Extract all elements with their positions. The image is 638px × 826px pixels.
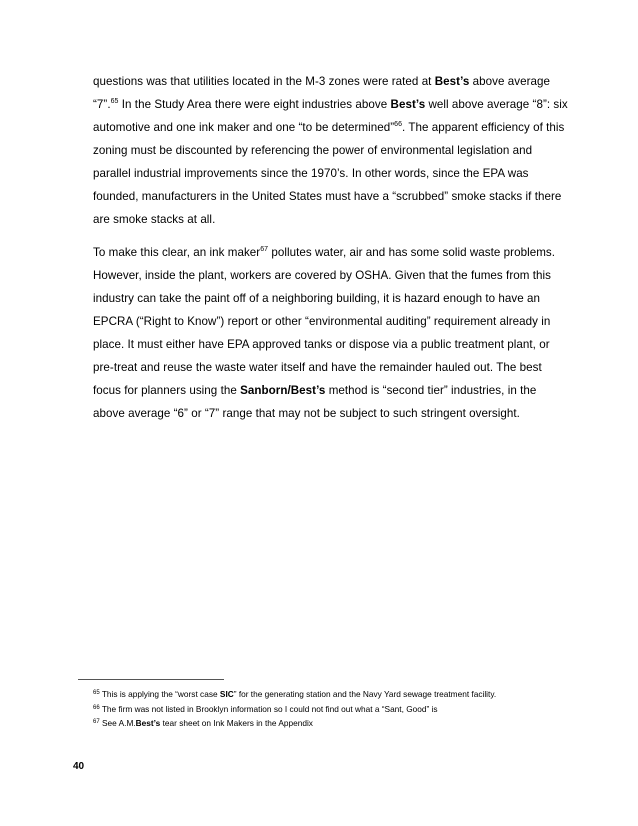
paragraph-1: [93, 70, 571, 231]
footnote-separator: [78, 679, 224, 680]
bold-text: Best’s: [390, 98, 426, 111]
footnote-ref: 67: [260, 246, 269, 253]
text-run: questions was that utilities located in the M-3 zones were rated at: [93, 75, 435, 88]
text-run: . The apparent efficiency of this zoning must be discounted by referencing the power of environmental legislation and parallel industrial improvements since the 1970’s. In other words, since the EPA was founded, manufacturers in the United States must have a “scrubbed” smoke stacks if there are smoke stacks at all.: [93, 121, 565, 226]
paragraph-2: [93, 241, 571, 425]
text-run: To make this clear, an ink maker: [93, 246, 261, 259]
bold-text: Best’s: [434, 75, 470, 88]
footnotes: [93, 687, 613, 731]
footnote-number: 66: [93, 704, 100, 711]
text-run: This is applying the “worst case: [99, 689, 220, 699]
footnote-number: 67: [93, 719, 100, 725]
footnote-65: [93, 687, 613, 702]
footnote-number: 65: [93, 690, 100, 696]
text-run: See A.M.: [99, 718, 136, 728]
text-run: ” for the generating station and the Navy Yard sewage treatment facility.: [233, 689, 497, 699]
footnote-ref: 66: [394, 121, 403, 128]
page-number: 40: [73, 761, 85, 772]
text-run: above average “7”.: [93, 75, 551, 111]
text-run: pollutes water, air and has some solid waste problems. However, inside the plant, workers are covered by OSHA. Given that the fumes from this industry can take the paint off of a neighboring building, it is hazard enough to have an EPCRA (“Right to Know”) report or other “environmental auditing” requirement already in place. It must either have EPA approved tanks or dispose via a public treatment plant, or pre-treat and reuse the waste water itself and have the remainder hauled out. The best focus for planners using the: [93, 246, 556, 397]
text-run: The firm was not listed in Brooklyn information so I could not find out what a “Sant, Good” is: [99, 703, 438, 714]
footnote-66: [93, 702, 613, 717]
bold-text: SIC: [219, 689, 234, 699]
text-run: In the Study Area there were eight industries above: [118, 98, 391, 111]
footnote-ref: 65: [110, 98, 119, 105]
text-run: well above average “8”: six automotive and one ink maker and one “to be determined”: [93, 98, 568, 134]
bold-text: Best’s: [135, 718, 161, 728]
text-run: method is “second tier” industries, in the above average “6” or “7” range that may not be subject to such stringent oversight.: [93, 384, 537, 420]
body-text: [93, 70, 571, 425]
text-run: tear sheet on Ink Makers in the Appendix: [160, 718, 313, 728]
bold-text: Sanborn/Best’s: [240, 384, 326, 397]
footnote-67: [93, 716, 613, 731]
